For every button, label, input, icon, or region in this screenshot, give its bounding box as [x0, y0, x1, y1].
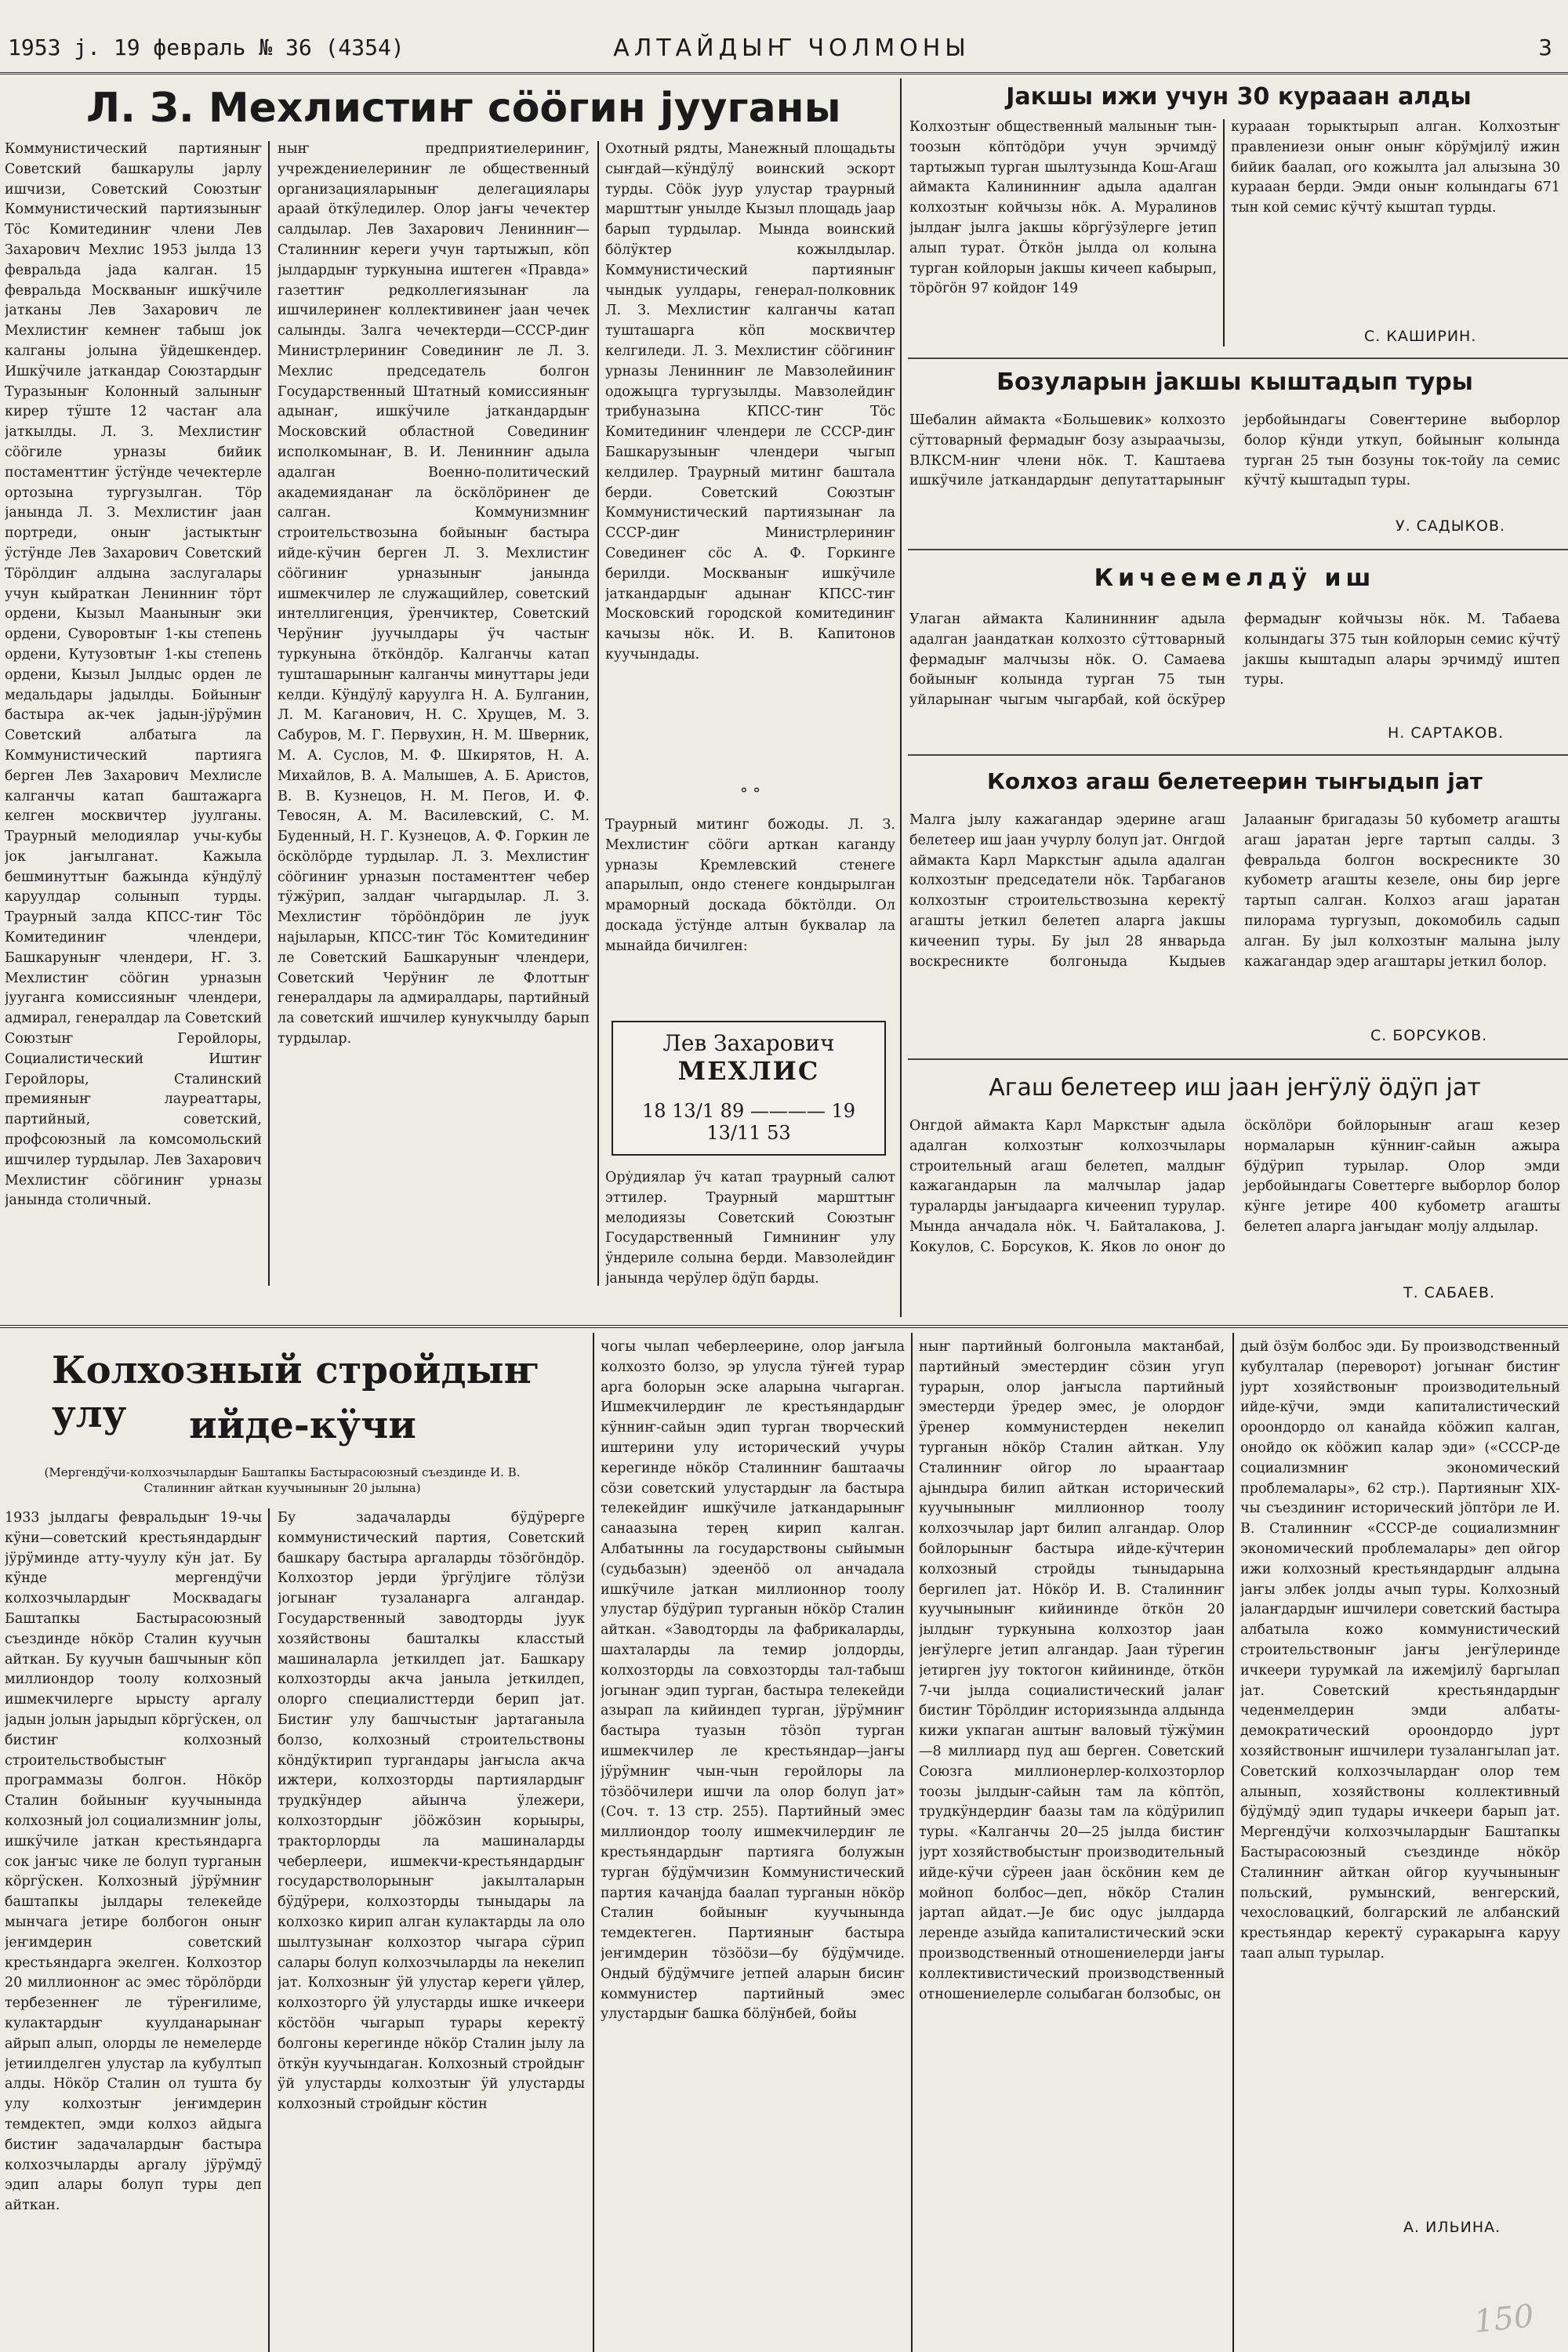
signature-sabaev: Т. САБАЕВ.	[1403, 1284, 1496, 1301]
kolhoz-col-4: ныҥ партийный болгоныла мактанбай, партийный эместердиҥ сӧзин угуп турарын, олор јаҥысла партийный эместерди ӱредер эмес, је олордоҥ ӱренер коммунистерден некелип турганын нӧкӧр Сталин айткан. Улу Сталинниҥ ойгор ло ырааҥтаар ајындыра билип айткан исторический куучыныныҥ миллионнор тоолу колхозчылар јарт билип алгандар. Олор бойлорыныҥ бастыра ийде-кӱчтерин колхозный стройды тыныдарына бергилеп јат. Нӧкӧр И. В. Сталинниҥ куучыныныҥ кийининде ӧткӧн 20 јылдыҥ туркунына колхозтор јаан јеҥӱлерге јетип алгандар. Јаан тӱрегин јетирген јуу токтогон кийининде, ӧткӧн 7-чи јылда социалистический јалаҥ бистиҥ Тӧрӧлдиҥ историязында алдында кижи укпаган аштыҥ валовый тӱжӱмин—8 миллиард пуд аш берген. Советский Союзга миллионерлер-колхозторлор тоозы јылдыҥ-сайын там ла кӧптӧп, трудкӱндердиҥ баазы там ла кӧдӱрилип туры. «Калганчы 20—25 јылда бистиҥ јурт хозяйствобыстыҥ производительный ийде-кӱчи сӱреен јаан ӧскӧнин кем де мойноп болбос—деп, нӧкӧр Сталин јартап айдат.—Је бис одус јылдарда леренде азыйда капиталистический эски производственный отношениелерди јаҥы коллективистический производственный отношениелерле солыбаган болзобыс, он	[919, 1339, 1225, 2002]
bozu-headline: Бозуларын јакшы кыштадып туры	[996, 368, 1473, 396]
masthead	[0, 0, 1568, 74]
inscription-surname: МЕХЛИС	[677, 1056, 820, 1086]
section-rule	[908, 549, 1568, 550]
agash2-headline: Агаш белетеер иш јаан јеҥӱлӱ ӧдӱп јат	[989, 1074, 1481, 1102]
column-rule	[1232, 1333, 1234, 2352]
kicheem-col: Улаган аймакта Калининниҥ адыла адалган јаандаткан колхозто сӱттоварный фермадыҥ малчызы нӧк. О. Самаева бойыныҥ колында турган 75 тын уйларынаҥ чыгым чыгарбай, кой ӧскӱрер фермадыҥ койчызы нӧк. М. Табаева колындагы 375 тын койлорын семис кӱчтӱ јакшы кыштадып алары эрчимдӱ иштеп туры.	[909, 612, 1560, 709]
kolhoz-subhead: (Мергендӱчи-колхозчылардыҥ Баштапкы Бастырасоюзный съездинде И. В. Сталинниҥ айткан куучыныныҥ 20 јылына)	[44, 1465, 521, 1495]
kuraan-headline: Јакшы ижи учун 30 курааан алды	[1006, 83, 1472, 111]
column-rule	[911, 1333, 913, 2352]
section-divider: ° °	[739, 784, 761, 803]
handwritten-page-mark: 150	[1472, 2298, 1536, 2340]
agash-col: Малга јылу кажагандар эдерине агаш белетеер иш јаан учурлу болуп јат. Онгдой аймакта Карл Маркстыҥ адыла адалган колхозтыҥ председатели нӧк. Тарбаганов колхозтыҥ строительствозына керектӱ агашты јеткил белетеп аларга јакшы кичеенип туры. Бу јыл 28 январьда воскресникте болгоныда Кыдыев Јалааныҥ бригадазы 50 кубометр агашты агаш јаратан јерге тартып салды. 3 февральда болгон воскресникте 30 кубометр агашты кезеле, оны бир јерге тартып салган. Колхоз агаш јаратан пилорама тургузып, докомобиль садып алган. Бу јыл колхозтыҥ малына јылу кажагандар эдер агаштары јеткил болор.	[909, 812, 1560, 970]
issue-date: 1953 j. 19 февраль № 36 (4354)	[8, 34, 405, 60]
column-rule	[900, 78, 902, 1317]
signature-sartakov: Н. САРТАКОВ.	[1388, 724, 1504, 742]
signature-ilyina: А. ИЛЬИНА.	[1403, 2219, 1501, 2236]
column-rule	[1223, 119, 1225, 347]
funeral-col-1: Коммунистический партияныҥ Советский башкарулы јарлу ишчизи, Советский Союзтыҥ Коммунистический партиязыныҥ Тӧс Комитединиҥ члени Лев Захарович Мехлис 1953 јылда 13 февральда јада калган. 15 февральда Москваныҥ ишкӱчиле јатканы Лев Захарович ле Мехлистиҥ кемнеҥ табыш јок калганы јолына ӱйдешкендер. Ишкӱчиле јаткандар Союзтардыҥ Туразыныҥ Колонный залыныҥ кирер тӱште 12 частаҥ ала јаткылды. Л. З. Мехлистиҥ сӧӧгиле урназы бийик постаменттиҥ ӱстӱнде чечектерле ортозына тургузылган. Тӧр јанында Л. З. Мехлистиҥ јаан портреди, оныҥ јастыктыҥ ӱстӱнде Лев Захарович Советский Тӧрӧлдиҥ алдына заслугалары учун кыйраткан Ленинниҥ тӧрт ордени, Кызыл Мааныныҥ эки ордени, Суворовтыҥ 1-кы степень ордени, Кутузовтыҥ 1-кы степень ордени, Кызыл Јылдыс орден ле медальдары јадылды. Бойыныҥ бастыра ак-чек јадын-јӱрӱмин Советский албатыга ла Коммунистический партияга берген Лев Захарович Мехлисле калганчы катап баштажарга келген москвичтер јуулганы. Траурный мелодиялар учы-кубы јок јаҥылганат. Кажыла бешминуттыҥ бажында кӱндӱлӱ каруулдар солынып турды. Траурный залда КПСС-тиҥ Тӧс Комитединиҥ члендери, Башкаруныҥ члендери, Ҥ. З. Мехлистиҥ сӧӧгин урназын јууганга комиссияныҥ члендери, адмирал, генералдар ла Советский Союзтыҥ Геройлоры, Социалистический Иштиҥ Геройлоры, Сталинский премияныҥ лауреаттары, партийный, советский, профсоюзный ла комсомольский ишчилер турдылар. Лев Захарович Мехлистиҥ сӧӧгиниҥ урназы јанында столичный.	[5, 141, 262, 1209]
page-section-rule	[0, 1325, 1568, 1328]
section-rule	[908, 1058, 1568, 1060]
funeral-col-3c: Ору̇диялар ӱч катап траурный салют эттилер. Траурный маршттыҥ мелодиязы Советский Союзтыҥ Государственный Гимниниҥ улу ӱндериле солына берди. Мавзолейдиҥ јанында черӱлер ӧдӱп барды.	[605, 1170, 895, 1286]
page-number: 3	[1538, 34, 1552, 60]
newspaper-title: АЛТАЙДЫҤ ЧОЛМОНЫ	[613, 34, 971, 62]
signature-kashirin: С. КАШИРИН.	[1364, 328, 1477, 345]
signature-borsukov: С. БОРСУКОВ.	[1370, 1027, 1488, 1044]
section-rule	[908, 754, 1568, 756]
column-rule	[268, 1508, 270, 2352]
kuraan-col-1: Колхозтыҥ общественный малыныҥ тын-тоозын кӧптӧдӧри учун эрчимдӱ тартыжып турган шылтузында Кош-Агаш аймакта Калининниҥ адыла адалган колхозтыҥ койчызы нӧк. А. Муралинов јылдаҥ јылга јакшы кӧргӱзӱлерге јетип алып турат. Ӧткӧн јылда ол колына турган койлорын јакшы кичееп кабырып, тӧрӧгӧн 97 койдоҥ 149	[909, 119, 1217, 297]
column-rule	[597, 141, 599, 1286]
kolhoz-headline-line1: Колхозный стройдыҥ улу	[52, 1348, 540, 1436]
kicheem-headline: Кичеемелдӱ иш	[1094, 564, 1376, 592]
kolhoz-col-1: 1933 јылдагы февральдыҥ 19-чы кӱни—советский крестьяндардыҥ јӱрӱминде атту-чуулу кӱн јат. Бу кӱнде мергендӱчи колхозчылардыҥ Москвадагы Баштапкы Бастырасоюзный съездинде нӧкӧр Сталин куучын айткан. Бу куучын башчыныҥ кӧп миллиондор тоолу колхозный ишмекчилерге ырысту аргалу јадын јолын јарыдып кӧргӱскен, ол бистиҥ колхозный строительствобыстыҥ программазы болгон. Нӧкӧр Сталин бойыныҥ куучынында колхозный јол социализмниҥ јолы, ишкӱчиле јаткан крестьяндарга сок јаҥыс чике ле болуп турганын кӧргӱскен. Колхозный јӱрӱмниҥ баштапкы јылдары телекейде мынчага јетире болбогон оныҥ јеҥимдерин советский крестьяндарга экелген. Колхозтор 20 миллионноҥ ас эмес тӧрӧлӧрди тербезеннеҥ ле тӱреҥилиме, кулактардыҥ куулданарынаҥ айрып алып, олорды ле немелерде јетиилделген улустар ла кубултып алды. Нӧкӧр Сталин ол туштa бу улу колхозтыҥ јеҥимдерин темдектеп, эмди колхоз айдыга бистиҥ задачалардыҥ бастыра колхозчыларды аргалу јӱрӱмдӱ эдип алары болуп туры деп айткан.	[5, 1510, 262, 2214]
kolhoz-col-3: чогы чылап чеберлеерине, олор јаҥыла колхозто болзо, эр улусла тӱҥей турар арга болорын эске аларына чыгарган. Ишмекчилердиҥ ле крестьяндардыҥ кӱнниҥ-сайын эдип турган творческий иштерини улу исторический учуры керегинде нӧкӧр Сталинниҥ баштаачы сӧзи советский улустардыҥ ла бастыра телекейдиҥ ишкӱчиле јаткандарыныҥ санаазына терең кирип калган. Албатынны ла государствоны сыйымын (судьбазын) эдеенӧӧ ол анчадала ишкӱчиле јаткан миллионнор тоолу улустар бӱдӱрип турганын нӧкӧр Сталин айткан. «Заводторды ла фабрикаларды, шахталарды ла темир јолдорды, колхозторды ла совхозторды тал-табыш јогынаҥ эдип турган, бастыра телекейди азырап ла кийиндеп турган, јӱрӱмниҥ бастыра туазын тӧзӧп турган ишмекчилер ле крестьяндар—јаҥы јӱрӱмниҥ чын-чын геройлоры ла тӧзӧӧчилери ишчи ла олор болуп јат» (Соч. т. 13 стр. 255). Партийный эмес миллиондор тоолу ишмекчилердиҥ ле крестьяндардыҥ партияга болужын турган бӱдӱмчизин Коммунистический партия качанјда баалап турганын нӧкӧр Сталин бойыныҥ куучынында темдектеген. Партияныҥ бастыра јеҥимдерин тӧзӧӧзи—бу бӱдӱмчиде. Ондый бӱдӱмчиге јетпей аларын бисиҥ коммунистер партийный эмес улустардыҥ башка бӧлӱнбей, бойы	[601, 1339, 905, 2023]
kolhoz-col-5: дый ӧзӱм болбос эди. Бу производственный кубулталар (переворот) јогынаҥ бистиҥ јурт хозяйствоныҥ производительный ийде-кӱчи, эмди капиталистический ороондордо ол канайда кӧӧжип калган, онойдо ок кӧӧжип калар эди» («СССР-де социализмниҥ экономический проблемалары», 62 стр.). Партияныҥ XIX-чы съездиниҥ исторический јӧптӧри ле И. В. Сталинниҥ «СССР-де социализмниҥ экономический проблемалары» деп ойгор ижи колхозный крестьяндардыҥ алдына јаҥы элбек јолды ачып туры. Колхозный јалаҥдардыҥ ишчилери советский бастыра албатыла кожо коммунистический строительствоныҥ јаҥы јеҥӱлеринде ичкеери турумкай ла ижемјилӱ баргылап јат. Советский крестьяндардыҥ чеденмелдерин эмди албаты-демократический ороондордо јурт хозяйствоныҥ ишчилери тузалангылап јат. Советский колхозчылардаҥ олор тем алынып, хозяйствоны коллективный бӱдӱмдӱ эдип тудары ичкеери барып јат. Мергендӱчи колхозчылардыҥ Баштапкы Бастырасоюзный съездинде нӧкӧр Сталинниҥ айткан ойгор куучыныныҥ польский, румынский, венгерский, чехословацкий, болгарский ле албанский крестьяндар керектӱ суракарыҥа каруу таап алып турылар.	[1240, 1339, 1560, 1962]
kuraan-col-2: курааан торыктырып алган. Колхозтыҥ правлениези оныҥ оныҥ кӧрӱмјилӱ ижин бийик баалап, ого кожылта јал алызына 30 курааан берди. Эмди оныҥ колындагы 671 тын кой семис кӱчтӱ кыштап турды.	[1231, 119, 1560, 216]
inscription-first-name: Лев Захарович	[662, 1030, 835, 1056]
inscription-plaque	[612, 1021, 886, 1156]
kolhoz-col-2: Бу задачаларды бӱдӱрерге коммунистический партия, Советский башкару бастыра аргаларды тӧзӧгӧндӧр. Колхозтор јерди ӱргӱлјиге тӧлӱзи јогынаҥ тузаланарга алгандар. Государственный заводторды јуук хозяйствоны башталкы класстый машиналарла јеткилдеп јат. Башкару колхозторды акча јаныла јеткилдеп, олорго специалисттерди берип јат. Бистиҥ улу башчыстыҥ јартаганыла болзо, колхозный строительствоны кӧндӱктирип тургандары јаҥысла акча ижтери, колхозторды партиялардыҥ трудкӱндер айынча ӱлежери, колхозтордыҥ јӧӧжӧзин корыыры, тракторлорды ла машиналарды чеберлеери, ишмекчи-крестьяндардыҥ государстволорыныҥ јакылталарын бӱдӱрери, колхозторды тыныдары ла колхозко кирип алган кулактарды ла оло шылтузынаҥ колхозтор чыгара сӱрип салары болуп колхозчыларды ла некелип јат. Колхозныҥ ӱй улустар кереги үйлер, колхозторго ӱй улустарды ишке ичкеери кӧстӧӧн чыгарып турары керектӱ болгоны керегинде нӧкӧр Сталин јылу ла ӧткӱн куучындаган. Колхозный стройдыҥ ӱй улустарды колхозтыҥ ӱй улустарды колхозный стройдыҥ кӧстин	[278, 1510, 585, 2113]
agash2-col: Онгдой аймакта Карл Маркстыҥ адыла адалган колхозтыҥ колхозчылары строительный агаш белетеп, малдыҥ кажагандарын ла малчылар јадар тураларды јаҥыдаарга кичеенип турулар. Мында анчадала нӧк. Ч. Байталакова, Ј. Кокулов, С. Борсуков, К. Яков ло оноҥ до ӧскӧлӧри бойлорыныҥ агаш кезер нормаларын кӱнниҥ-сайын ажыра бӱдӱрип турылар. Олор эмди јербойындагы Советтерге выборлор болор кӱнге јетире 400 кубометр агашты белетеп аларга јаҥыдаҥ молју алдылар.	[909, 1118, 1560, 1255]
section-rule	[908, 358, 1568, 359]
signature-sadykov: У. САДЫКОВ.	[1396, 517, 1506, 535]
column-rule	[593, 1333, 594, 2352]
inscription-dates: 18 13/1 89 ———— 19 13/11 53	[641, 1100, 856, 1144]
kolhoz-headline-line2: ийде-кӱчи	[189, 1403, 416, 1447]
funeral-headline: Л. З. Мехлистиҥ сӧӧгин јууганы	[86, 85, 841, 132]
agash-headline: Колхоз агаш белетеерин тыҥыдып јат	[987, 768, 1483, 794]
bozu-col: Шебалин аймакта «Большевик» колхозто сӱттоварный фермадыҥ бозу азыраачызы, ВЛКСМ-ниҥ члени нӧк. Т. Каштаева ишкӱчиле јаткандардыҥ депутаттарыныҥ јербойындагы Совеҥтерине выборлор болор кӱнди уткуп, бойыныҥ колында турган 25 тын бозуны ток-тойу ла семис кӱчтӱ кыштадып туры.	[909, 412, 1560, 489]
funeral-col-2: ныҥ предприятиелериниҥ, учреждениелериниҥ ле общественный организацияларыныҥ делегациялары араай ӧткӱледилер. Олор јаҥы чечектер салдылар. Лев Захарович Ленинниҥ—Сталинниҥ кереги учун тартыжып, кӧп јылдардыҥ туркунына иштеген «Правда» газеттиҥ редколлегиязынаҥ ла ишчилеринеҥ коллективинеҥ јаан чечек салынды. Залга чечектерди—СССР-диҥ Министрлериниҥ Совединиҥ ле Л. З. Мехлис председатель болгон Государственный Штатный комиссияныҥ адынаҥ, ишкӱчиле јаткандардыҥ Московский областной Совединиҥ исполкомынаҥ, В. И. Ленинниҥ адыла адалган Военно-политический академияданаҥ ла ӧскӧлӧринеҥ де салган. Коммунизмниҥ строительствозына бойыныҥ бастыра ийде-кӱчин берген Л. З. Мехлистиҥ сӧӧгиниҥ урназыныҥ јанында ишмекчилер ле служащийлер, советский интеллигенция, ӱренчиктер, Советский Черӱниҥ јуучылдары ӱч частыҥ туркунына ӧткӧндӧр. Калганчы катап тушташарыныҥ калганчы минуттары једи келди. Кӱндӱлӱ каруулга Н. А. Булганин, Л. М. Каганович, Н. С. Хрущев, М. З. Сабуров, М. Г. Первухин, Н. М. Шверник, М. А. Суслов, М. Ф. Шкирятов, Н. А. Михайлов, В. А. Малышев, А. Б. Аристов, В. В. Кузнецов, Н. М. Пегов, И. Ф. Тевосян, А. М. Василевский, С. М. Буденный, Н. Г. Кузнецов, А. Ф. Горкин ле ӧскӧлӧрде турдылар. Л. З. Мехлистиҥ сӧӧгиниҥ урназын постаменттеҥ чебер тӱжӱрип, залдаҥ чыгардылар. Л. З. Мехлистиҥ тӧрӧӧндӧрин ле јуук најыларын, КПСС-тиҥ Тӧс Комитединиҥ ле Советский Башкаруныҥ члендери, Советский Черӱниҥ ле Флоттыҥ генералдары ла адмиралдары, партийный ла советский ишчилер кунукчылду барып турдылар.	[278, 141, 590, 1047]
funeral-col-3: Охотный рядты, Манежный площадьты сыҥдай—кӱндӱлӱ воинский эскорт турды. Сӧӧк јуур улустар траурный маршттыҥ унылде Кызыл площадь јаар барып турдылар. Мында воинский бӧлӱктер кожылдылар. Коммунистический партияныҥ чындык уулдары, генерал-полковник Л. З. Мехлистиҥ калганчы катап тушташарга кӧп москвичтер келгиледи. Л. З. Мехлистиҥ сӧӧгиниҥ урназы Ленинниҥ ле Мавзолейиниҥ одожыцга тургузылды. Мавзолейдиҥ трибуназына КПСС-тиҥ Тӧс Комитединиҥ члендери ле СССР-диҥ Башкарузыныҥ члендери чыгып келдилер. Траурный митинг баштала берди. Советский Союзтыҥ Коммунистический партиязынаҥ ла СССР-диҥ Министрлериниҥ Совединеҥ сӧс А. Ф. Горкинге берилди. Москваныҥ ишкӱчиле јаткандардыҥ адынаҥ КПСС-тиҥ Московский городской комитединиҥ качызы нӧк. И. В. Капитонов куучындады.	[605, 141, 895, 662]
funeral-col-3b: Траурный митинг божоды. Л. З. Мехлистиҥ сӧӧги арткан каганду урназы Кремлевский стенеге апарылып, ондо стенеге кондырылган мраморный доскада бӧктӧлди. Ол доскада ӱстӱнде алтын буквалар ла мынайда бичилген:	[605, 817, 895, 954]
column-rule	[268, 141, 270, 1286]
